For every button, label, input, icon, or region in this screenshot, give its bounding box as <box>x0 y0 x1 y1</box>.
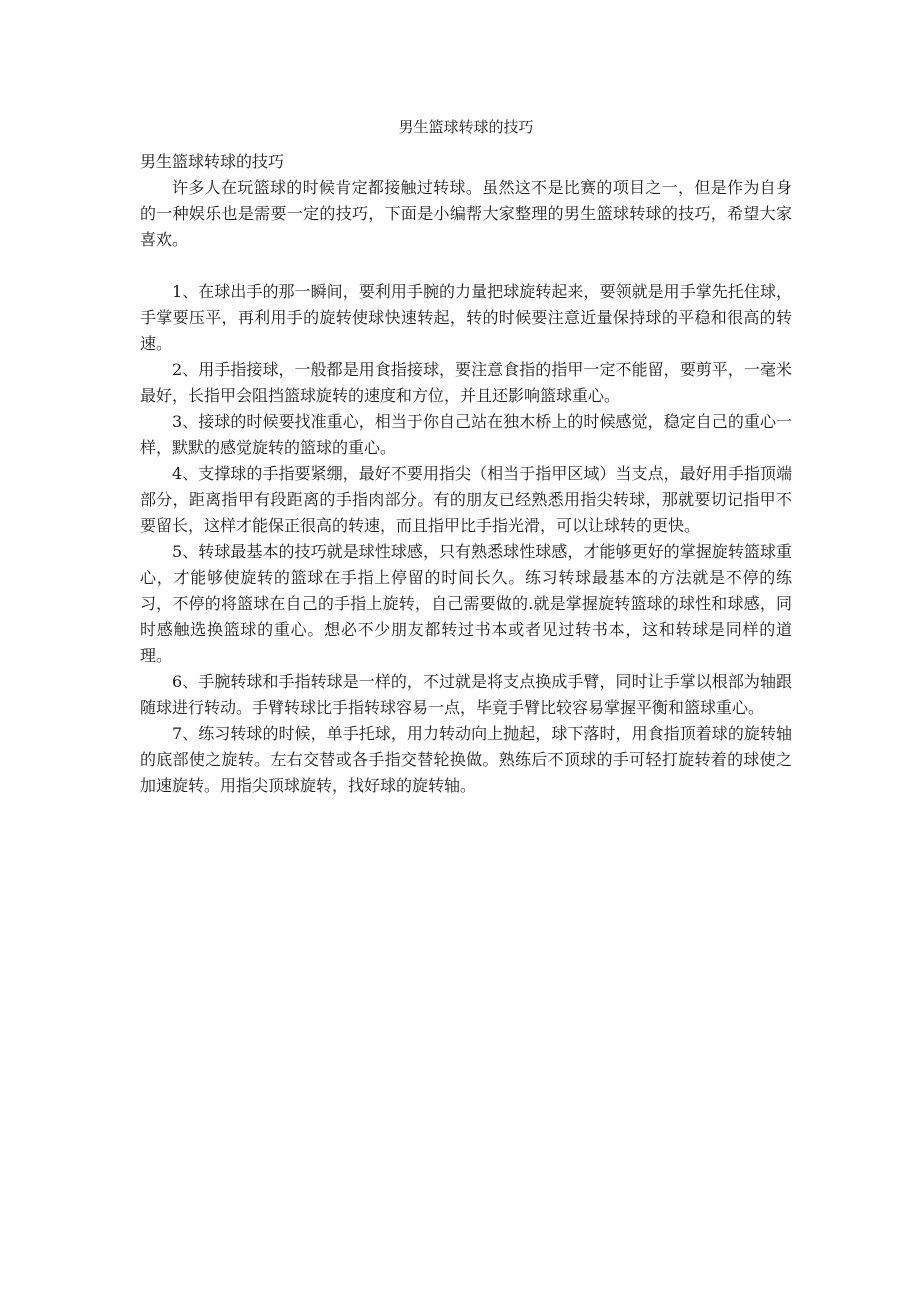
document-subtitle: 男生篮球转球的技巧 <box>140 152 285 171</box>
blank-line <box>140 253 792 279</box>
tip-paragraph-4: 4、支撑球的手指要紧绷，最好不要用指尖（相当于指甲区域）当支点，最好用手指顶端部分，距离指甲有段距离的手指肉部分。有的朋友已经熟悉用指尖转球，那就要切记指甲不要留长，这样才能保正很高的转速，而且指甲比手指光滑，可以让球转的更快。 <box>140 464 792 535</box>
tip-paragraph-2: 2、用手指接球，一般都是用食指接球，要注意食指的指甲一定不能留，要剪平，一毫米最好，长指甲会阻挡篮球旋转的速度和方位，并且还影响篮球重心。 <box>140 360 792 405</box>
document-page <box>140 114 792 799</box>
tip-paragraph-1: 1、在球出手的那一瞬间，要利用手腕的力量把球旋转起来，要领就是用手掌先托住球，手掌要压平，再利用手的旋转使球快速转起，转的时候要注意近量保持球的平稳和很高的转速。 <box>140 282 792 353</box>
intro-paragraph: 许多人在玩篮球的时候肯定都接触过转球。虽然这不是比赛的项目之一，但是作为自身的一种娱乐也是需要一定的技巧，下面是小编帮大家整理的男生篮球转球的技巧，希望大家喜欢。 <box>140 178 792 249</box>
tip-paragraph-5: 5、转球最基本的技巧就是球性球感，只有熟悉球性球感，才能够更好的掌握旋转篮球重心，才能够使旋转的篮球在手指上停留的时间长久。练习转球最基本的方法就是不停的练习，不停的将篮球在自己的手指上旋转，自己需要做的.就是掌握旋转篮球的球性和球感，同时感触选换篮球的重心。想必不少朋友都转过书本或者见过转书本，这和转球是同样的道理。 <box>140 542 792 665</box>
tip-paragraph-7: 7、练习转球的时候，单手托球，用力转动向上抛起，球下落时，用食指顶着球的旋转轴的底部使之旋转。左右交替或各手指交替轮换做。熟练后不顶球的手可轻打旋转着的球使之加速旋转。用指尖顶球旋转，找好球的旋转轴。 <box>140 724 792 795</box>
document-title: 男生篮球转球的技巧 <box>398 118 534 136</box>
tip-paragraph-6: 6、手腕转球和手指转球是一样的，不过就是将支点换成手臂，同时让手掌以根部为轴跟随球进行转动。手臂转球比手指转球容易一点，毕竟手臂比较容易掌握平衡和篮球重心。 <box>140 672 792 717</box>
tip-paragraph-3: 3、接球的时候要找准重心，相当于你自己站在独木桥上的时候感觉，稳定自己的重心一样，默默的感觉旋转的篮球的重心。 <box>140 412 792 457</box>
